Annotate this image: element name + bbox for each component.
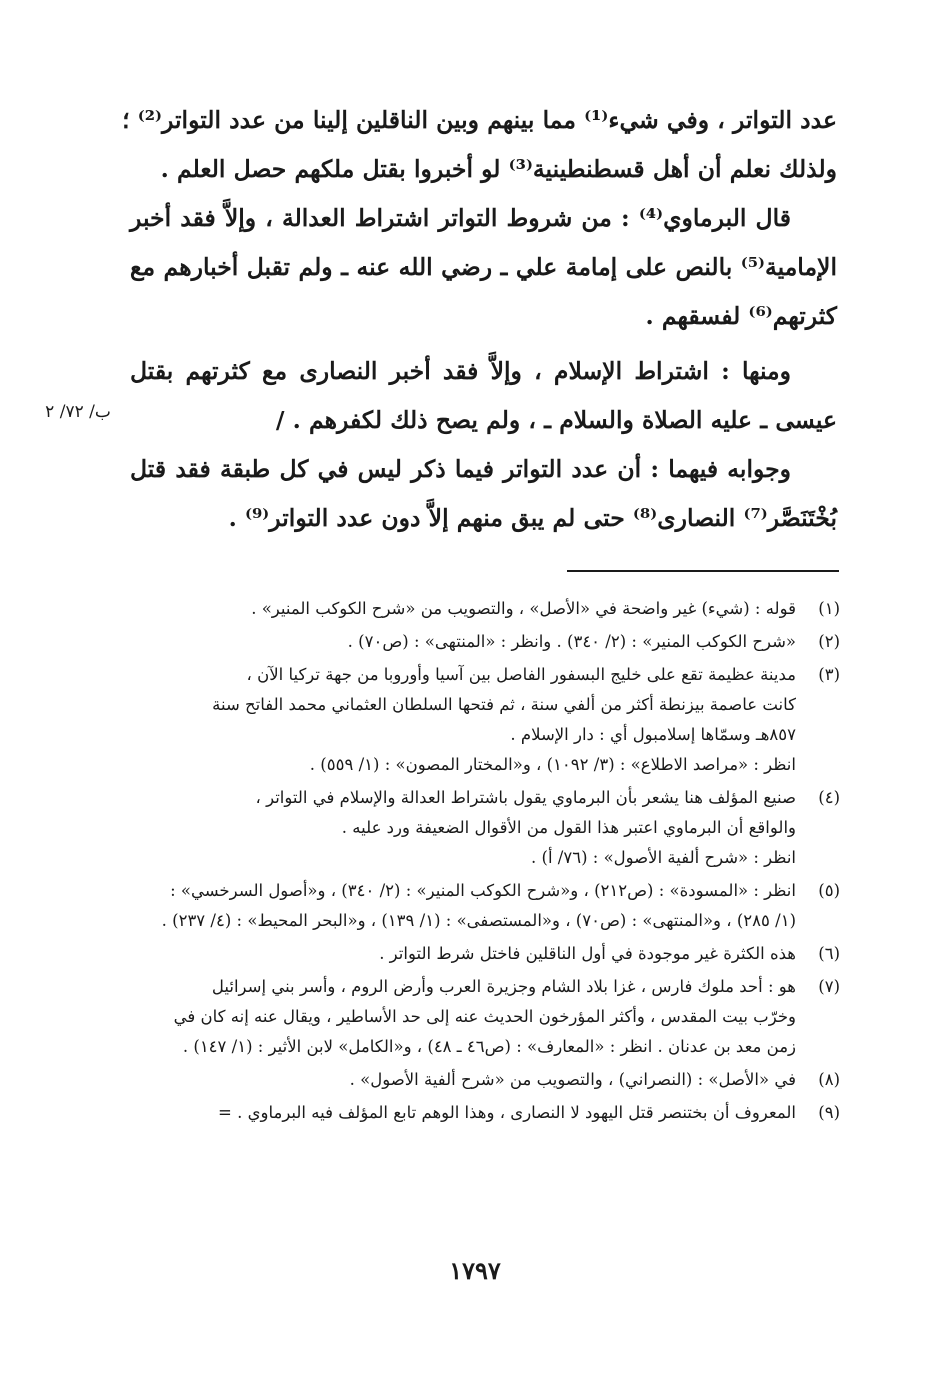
footnote-line: انظر : «مراصد الاطلاع» : (٣/ ١٠٩٢) ، و«المختار المصون» : (١/ ٥٥٩) . (309, 755, 796, 774)
main-text (122, 96, 837, 543)
text-line: بُخْتَنَصَّر⁽⁷⁾ النصارى⁽⁸⁾ حتى لم يبق منهم إلاَّ دون عدد التواتر⁽⁹⁾ . (228, 504, 837, 532)
text-line: ومنها : اشتراط الإسلام ، وإلاَّ فقد أخبر النصارى مع كثرتهم بقتل (130, 357, 791, 385)
footnote-number: (٦) (818, 944, 840, 963)
text-line: قال البرماوي⁽⁴⁾ : من شروط التواتر اشتراط العدالة ، وإلاَّ فقد أخبر (130, 204, 791, 232)
manuscript-folio-note: ب/ ٧٢/ ٢ (45, 402, 111, 422)
text-line: عدد التواتر ، وفي شيء⁽¹⁾ مما بينهم وبين الناقلين إلينا من عدد التواتر⁽²⁾ ؛ (122, 106, 837, 134)
footnote-line: «شرح الكوكب المنير» : (٢/ ٣٤٠) . وانظر : «المنتهى» : (ص٧٠) . (347, 632, 796, 651)
footnote-number: (٤) (818, 788, 840, 807)
footnote (130, 1098, 840, 1128)
footnote-line: في «الأصل» : (النصراني) ، والتصويب من «شرح ألفية الأصول» . (349, 1070, 796, 1089)
footnote-line: انظر : «المسودة» : (ص٢١٢) ، و«شرح الكوكب المنير» : (٢/ ٣٤٠) ، و«أصول السرخسي» : (170, 881, 796, 900)
footnote-number: (٥) (818, 881, 840, 900)
text-line: وجوابه فيهما : أن عدد التواتر فيما ذكر ليس في كل طبقة فقد قتل (130, 455, 791, 483)
footnote-line: هو : أحد ملوك فارس ، غزا بلاد الشام وجزيرة العرب وأرض الروم ، وأسر بني إسرائيل (211, 977, 796, 996)
page-number: ١٧٩٧ (449, 1256, 501, 1285)
footnote-line: هذه الكثرة غير موجودة في أول الناقلين فاختل شرط التواتر . (379, 944, 796, 963)
footnote-number: (٢) (818, 632, 840, 651)
footnote (130, 876, 840, 936)
footnote (130, 972, 840, 1062)
footnote-number: (٨) (818, 1070, 840, 1089)
footnote-line: قوله : (شيء) غير واضحة في «الأصل» ، والتصويب من «شرح الكوكب المنير» . (251, 599, 796, 618)
footnote (130, 660, 840, 780)
text-line: الإمامية⁽⁵⁾ بالنص على إمامة علي ـ رضي الله عنه ـ ولم تقبل أخبارهم مع (130, 253, 837, 281)
footnote-line: كانت عاصمة بيزنطة أكثر من ألفي سنة ، ثم فتحها السلطان العثماني محمد الفاتح سنة (212, 695, 796, 714)
text-line: كثرتهم⁽⁶⁾ لفسقهم . (645, 302, 837, 330)
footnote-line: (١/ ٢٨٥) ، و«المنتهى» : (ص٧٠) ، و«المستصفى» : (١/ ١٣٩) ، و«البحر المحيط» : (٤/ ٢٣٧) . (161, 911, 796, 930)
footnote-separator (567, 570, 839, 572)
text-line: عيسى ـ عليه الصلاة والسلام ـ ، ولم يصح ذلك لكفرهم . / (275, 406, 837, 434)
footnote (130, 939, 840, 969)
footnote-number: (٩) (818, 1103, 840, 1122)
footnotes (130, 594, 840, 1131)
footnote-line: مدينة عظيمة تقع على خليج البسفور الفاصل بين آسيا وأوروبا من جهة تركيا الآن ، (246, 665, 796, 684)
footnote-line: والواقع أن البرماوي اعتبر هذا القول من الأقوال الضعيفة ورد عليه . (341, 818, 796, 837)
footnote (130, 627, 840, 657)
footnote-line: صنيع المؤلف هنا يشعر بأن البرماوي يقول باشتراط العدالة والإسلام في التواتر ، (255, 788, 796, 807)
footnote-line: زمن معد بن عدنان . انظر : «المعارف» : (ص٤٦ ـ ٤٨) ، و«الكامل» لابن الأثير : (١/ ١٤٧) . (182, 1037, 796, 1056)
footnote (130, 783, 840, 873)
footnote-line: ٨٥٧هـ وسمّاها إسلامبول أي : دار الإسلام . (510, 725, 796, 744)
text-line: ولذلك نعلم أن أهل قسطنطينية⁽³⁾ لو أخبروا بقتل ملكهم حصل العلم . (160, 155, 837, 183)
footnote (130, 594, 840, 624)
footnote-line: انظر : «شرح ألفية الأصول» : (٧٦/ أ) . (531, 848, 796, 867)
footnote (130, 1065, 840, 1095)
footnote-number: (١) (818, 599, 840, 618)
footnote-line: المعروف أن بختنصر قتل اليهود لا النصارى ، وهذا الوهم تابع المؤلف فيه البرماوي . = (218, 1103, 796, 1122)
footnote-line: وخرّب بيت المقدس ، وأكثر المؤرخون الحديث عنه إلى حد الأساطير ، ويقال عنه إنه كان في (173, 1007, 796, 1026)
footnote-number: (٧) (818, 977, 840, 996)
footnote-number: (٣) (818, 665, 840, 684)
